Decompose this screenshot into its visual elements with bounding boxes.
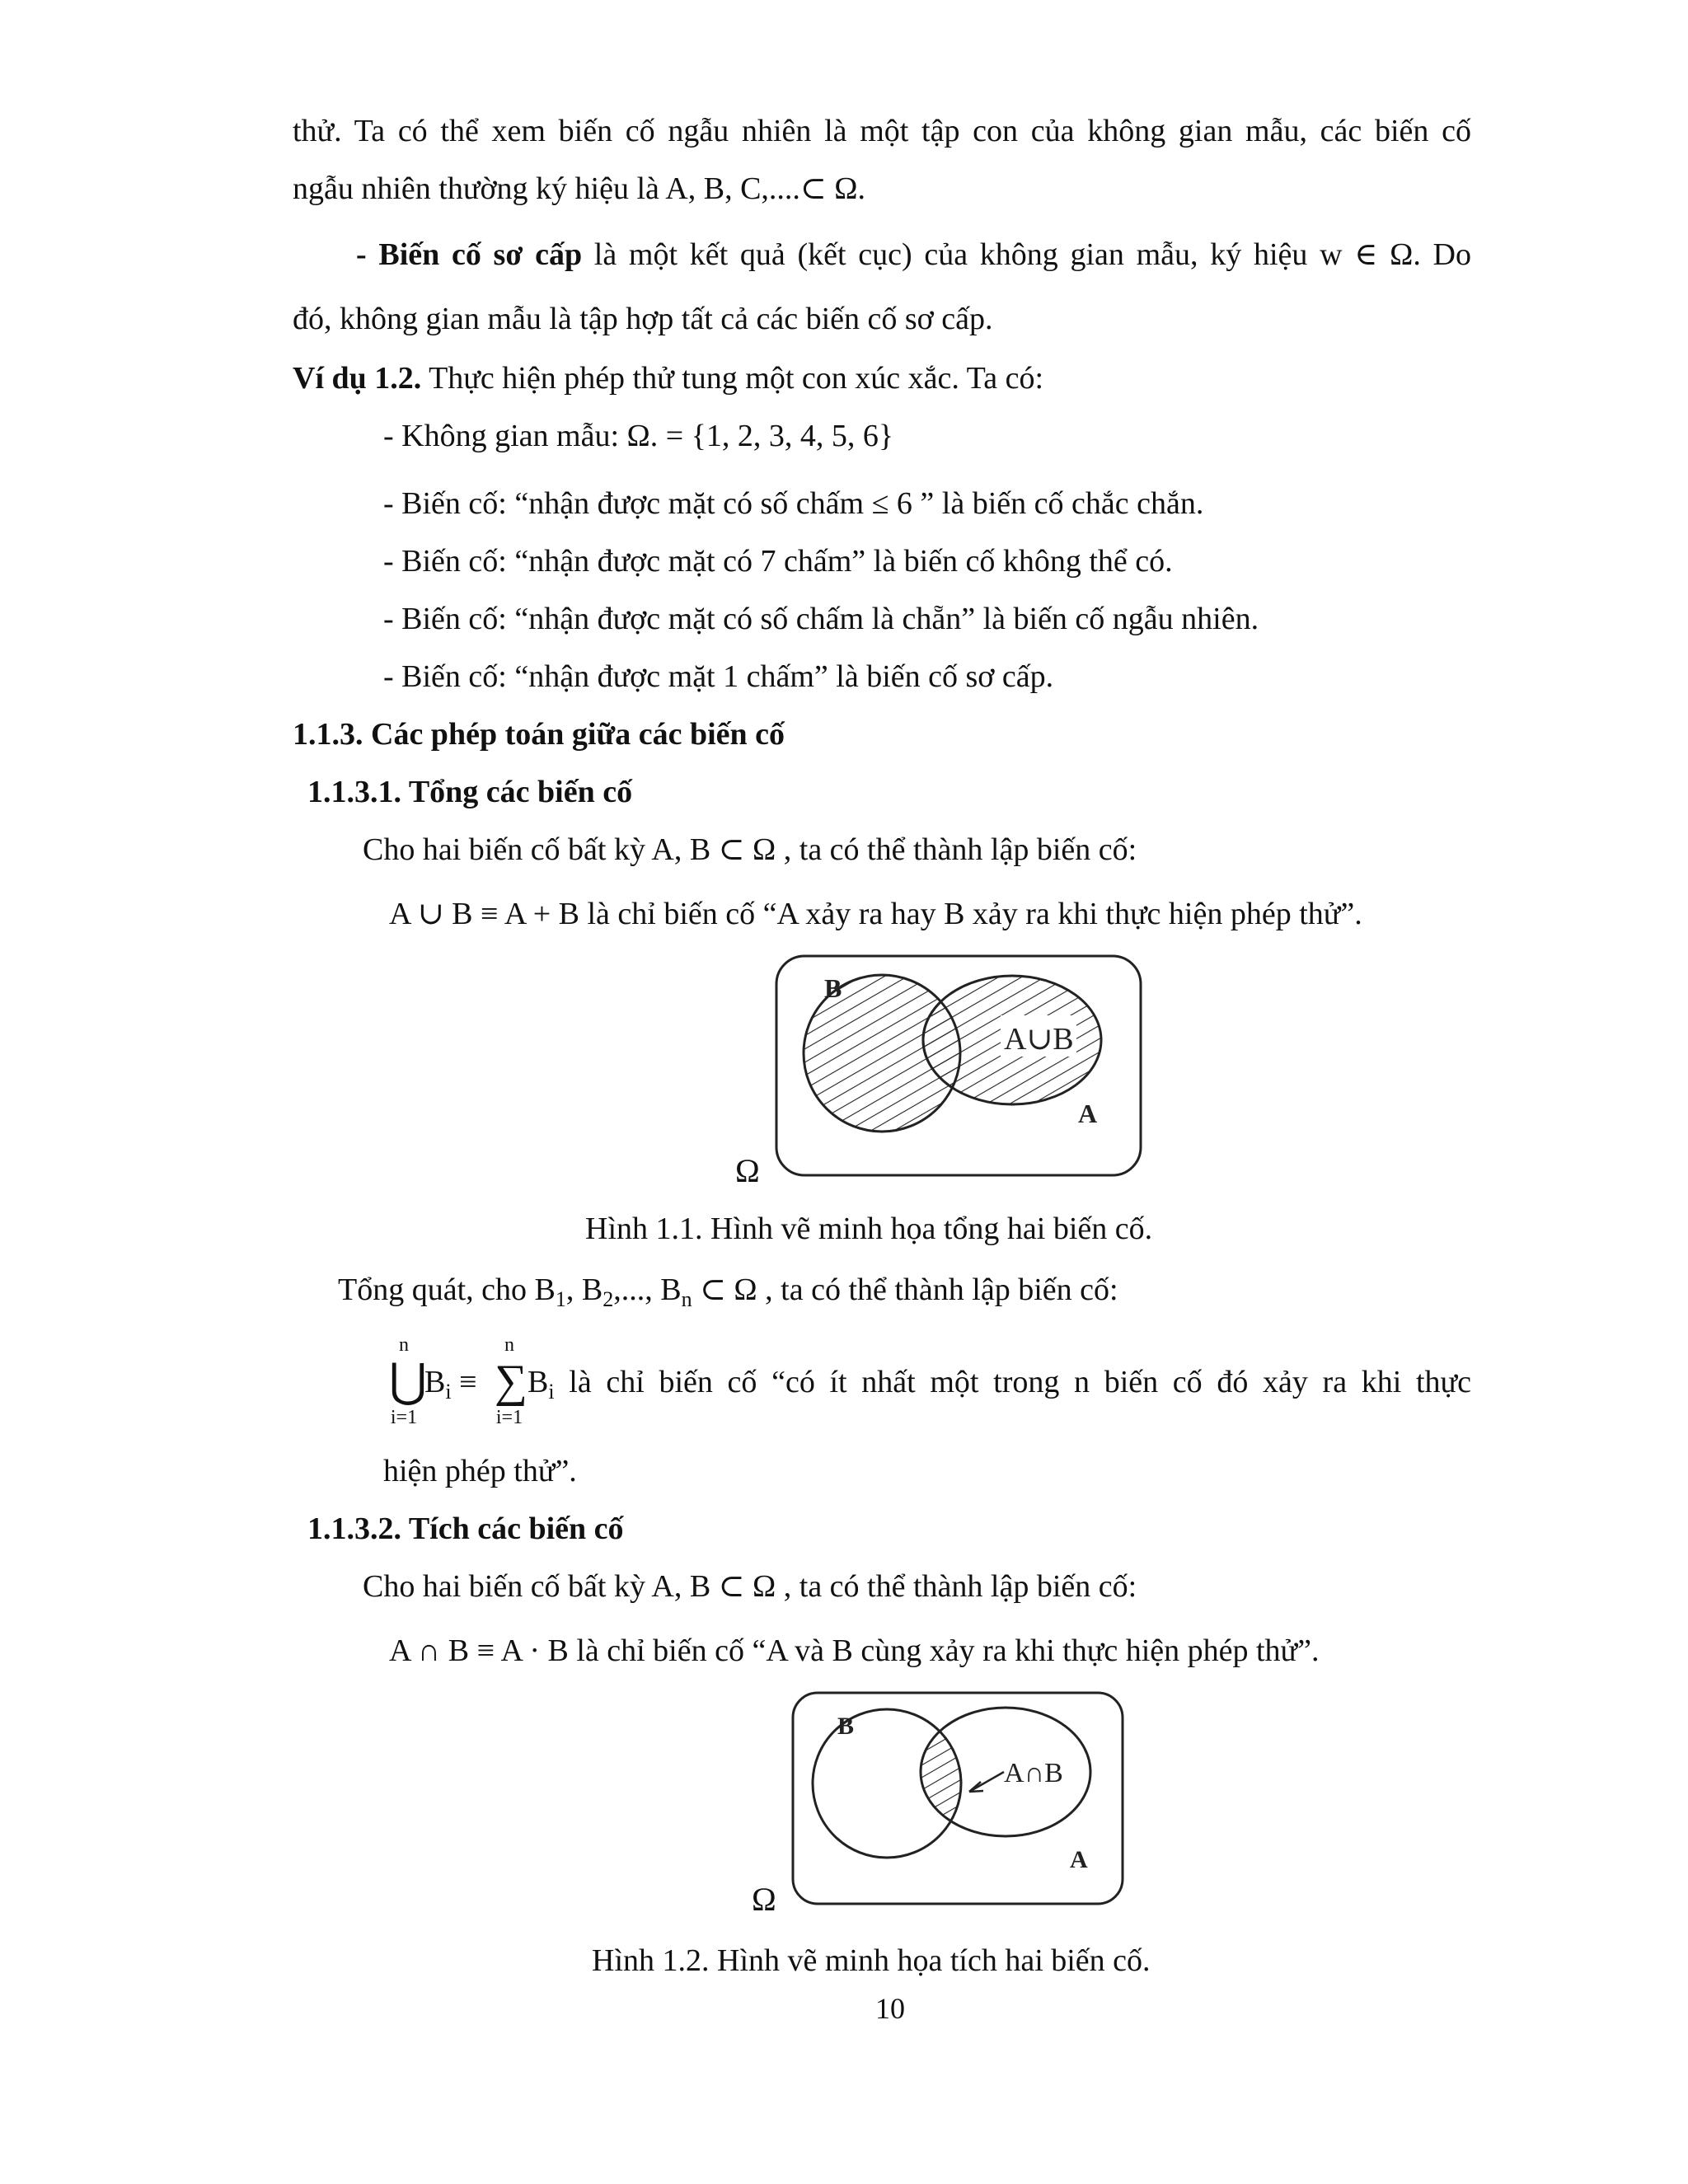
example-intro: Thực hiện phép thử tung một con xúc xắc. Ta có: [421,361,1044,396]
formula-text: $B_i$ là chỉ biến cố “có ít nhất một trong n biến cố đó xảy ra khi thực [528,1365,1471,1404]
paragraph-line: hiện phép thử”. [383,1454,577,1488]
general-text: Tổng quát, cho B [338,1272,556,1307]
intersection-region-label: A∩B [1004,1758,1063,1788]
general-text: , B [565,1272,603,1307]
figure-caption: Hình 1.2. Hình vẽ minh họa tích hai biến cố. [592,1943,1151,1978]
venn-union-figure [725,948,1170,1195]
upper-limit: n [399,1334,409,1356]
union-symbol [389,1334,427,1428]
general-text: ⊂ Ω , ta có thể thành lập biến cố: [692,1272,1118,1307]
omega-label: Ω [752,1881,776,1918]
omega-label: Ω [735,1152,760,1189]
sum-symbol [495,1334,528,1428]
paragraph-line: đó, không gian mẫu là tập hợp tất cả các biến cố sơ cấp. [293,302,993,336]
formula-bi: $B_i$ ≡ [424,1365,477,1404]
example-item: - Biến cố: “nhận được mặt có số chấm ≤ 6 ” là biến cố chắc chắn. [383,486,1204,521]
figure-caption: Hình 1.1. Hình vẽ minh họa tổng hai biến cố. [585,1212,1153,1246]
lower-limit: i=1 [390,1407,418,1428]
lower-limit: i=1 [495,1407,523,1428]
subscript: 1 [555,1287,566,1311]
term-bold: - Biến cố sơ cấp [356,237,583,272]
section-heading: 1.1.3. Các phép toán giữa các biến cố [293,717,785,752]
big-union-icon: ⋃ [389,1356,427,1407]
example-item: - Biến cố: “nhận được mặt có 7 chấm” là biến cố không thể có. [383,544,1173,579]
example-label: Ví dụ 1.2. [293,361,422,396]
paragraph-line: thử. Ta có thể xem biến cố ngẫu nhiên là một tập con của không gian mẫu, các biến cố [293,114,1471,148]
example-line [293,359,1043,397]
general-text: ,..., B [613,1272,682,1307]
paragraph-line: Cho hai biến cố bất kỳ A, B ⊂ Ω , ta có thể thành lập biến cố: [363,832,1137,867]
set-b-label: B [837,1713,855,1740]
example-item: - Không gian mẫu: Ω. = {1, 2, 3, 4, 5, 6} [383,419,894,453]
subsection-heading: 1.1.3.1. Tổng các biến cố [307,775,633,809]
example-item: - Biến cố: “nhận được mặt 1 chấm” là biến cố sơ cấp. [383,659,1054,694]
paragraph-line [338,1271,1118,1319]
subsection-heading: 1.1.3.2. Tích các biến cố [307,1511,624,1546]
arrow-icon [969,1772,1004,1792]
set-a-label: A [1078,1099,1098,1128]
paragraph-line [356,236,1471,274]
example-item: - Biến cố: “nhận được mặt có số chấm là chẵn” là biến cố ngẫu nhiên. [383,602,1259,636]
set-b-label: B [824,973,842,1003]
page-number: 10 [875,1992,905,2025]
big-sum-icon: ∑ [495,1356,528,1407]
paragraph-line: ngẫu nhiên thường ký hiệu là A, B, C,....⊂ Ω. [293,171,866,206]
definition-line: A ∩ B ≡ A · B là chỉ biến cố “A và B cùng xảy ra khi thực hiện phép thử”. [389,1633,1320,1668]
union-region-label: A∪B [1004,1022,1074,1057]
definition-line: A ∪ B ≡ A + B là chỉ biến cố “A xảy ra hay B xảy ra khi thực hiện phép thử”. [389,897,1362,931]
set-a-label: A [1070,1846,1088,1873]
paragraph-line: Cho hai biến cố bất kỳ A, B ⊂ Ω , ta có thể thành lập biến cố: [363,1569,1137,1604]
upper-limit: n [504,1334,514,1356]
venn-intersection-figure [742,1683,1137,1914]
subscript: n [681,1287,692,1311]
paragraph-text: là một kết quả (kết cục) của không gian mẫu, ký hiệu w ∈ Ω. Do [582,237,1471,272]
subscript: 2 [603,1287,614,1311]
